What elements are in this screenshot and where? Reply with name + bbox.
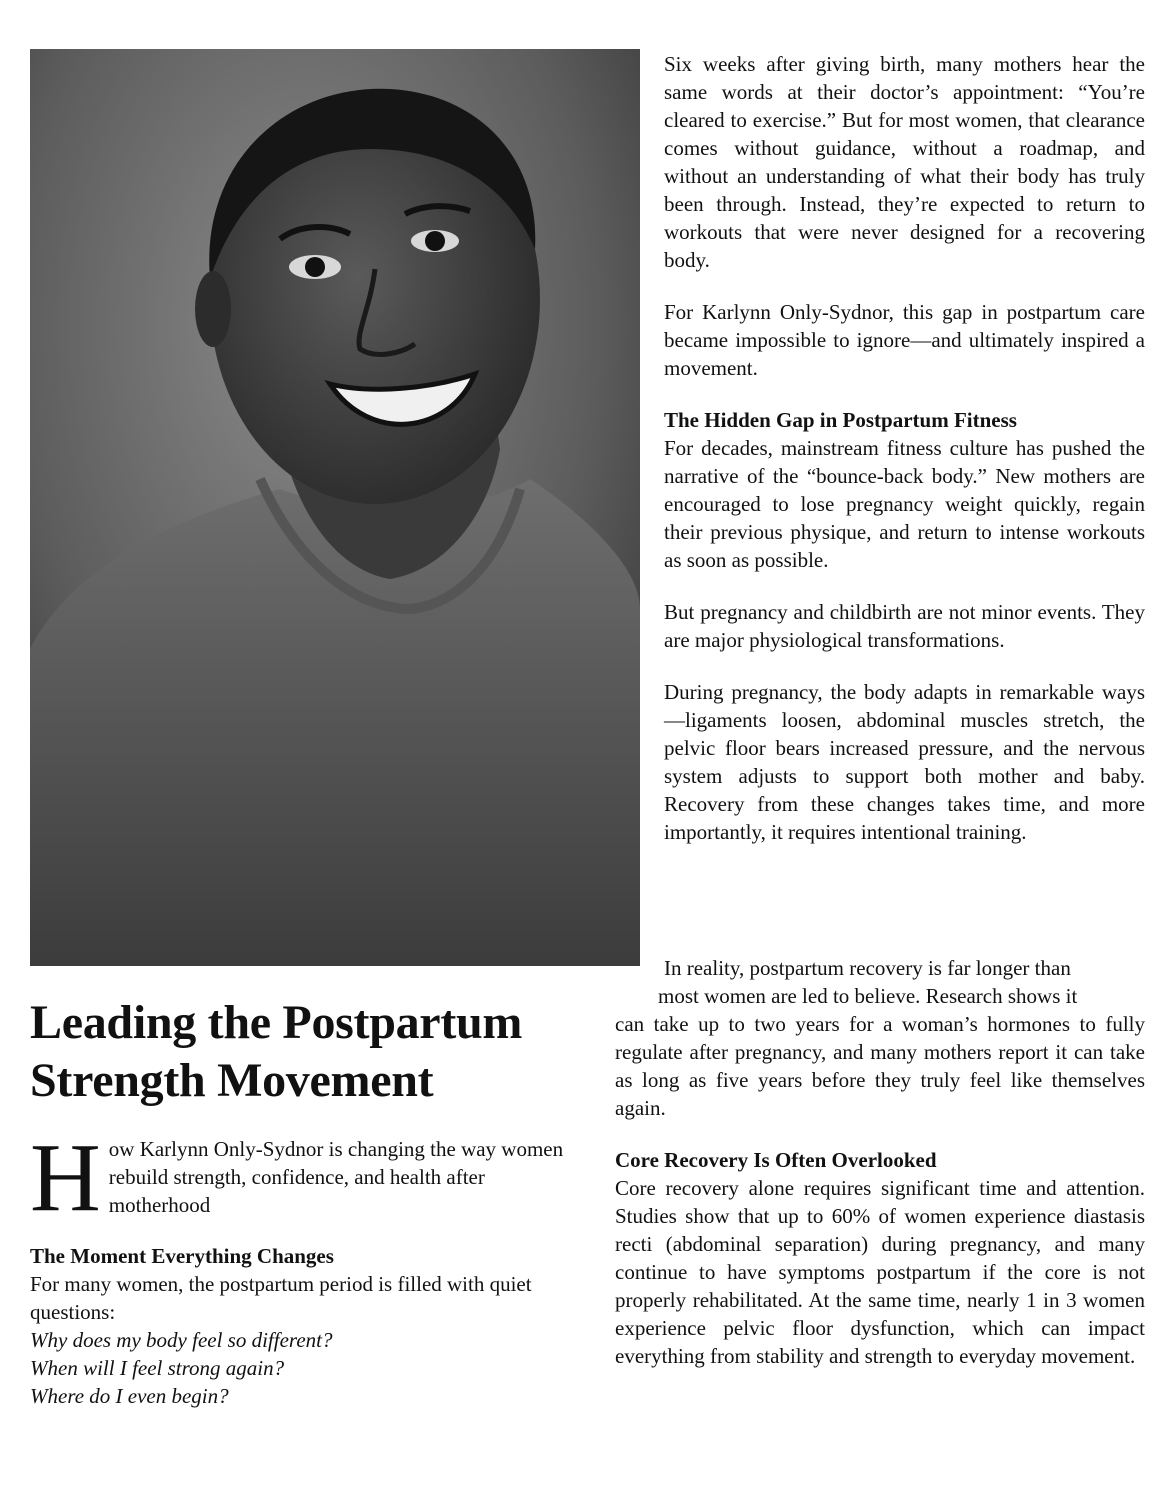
reality-paragraph [615,954,1145,1122]
bottom-right-column [615,954,1145,1394]
section-heading-moment: The Moment Everything Changes [30,1244,334,1268]
article-subtitle [30,1124,570,1232]
question-2: When will I feel strong again? [30,1356,285,1380]
section-heading-core-recovery: Core Recovery Is Often Overlooked [615,1148,937,1172]
portrait-photo [30,49,640,966]
questions-intro: For many women, the postpartum period is filled with quiet questions: [30,1272,532,1324]
core-recovery-paragraph: Core recovery alone requires significant time and attention. Studies show that up to 60% of women experience diastasis recti (abdominal separation) during pregnancy, and many continue to have symptoms postpartum if the core is not properly rehabilitated. At the same time, nearly 1 in 3 women experience pelvic floor dysfunction, which can impact everything from stability and strength to everyday movement. [615,1176,1145,1368]
reality-rest: can take up to two years for a woman’s hormones to fully regulate after pregnancy, and many mothers report it can take as long as five years before they truly feel like themselves again. [615,1012,1145,1120]
right-column [664,50,1145,870]
reality-line-1: In reality, postpartum recovery is far longer than [664,956,1071,980]
left-bottom-section [30,1242,570,1410]
subtitle-text: ow Karlynn Only-Sydnor is changing the way women rebuild strength, confidence, and health after motherhood [108,1137,564,1217]
questions-list [30,1326,570,1410]
question-1: Why does my body feel so different? [30,1328,333,1352]
section-heading-hidden-gap: The Hidden Gap in Postpartum Fitness [664,408,1017,432]
question-3: Where do I even begin? [30,1384,229,1408]
intro-paragraph: Six weeks after giving birth, many mothers hear the same words at their doctor’s appointment: “You’re cleared to exercise.” But for most women, that clearance comes without guidance, without a roadmap, and without an understanding of what their body has truly been through. Instead, they’re expected to return to workouts that were never designed for a recovering body. [664,52,1145,272]
pregnancy-adapts-paragraph: During pregnancy, the body adapts in remarkable ways—ligaments loosen, abdominal muscles stretch, the pelvic floor bears increased pressure, and the nervous system adjusts to support both mother and baby. Recovery from these changes takes time, and more importantly, it requires intentional training. [664,680,1145,844]
physiological-paragraph: But pregnancy and childbirth are not minor events. They are major physiological transformations. [664,600,1145,652]
bounce-back-paragraph: For decades, mainstream fitness culture has pushed the narrative of the “bounce-back body.” New mothers are encouraged to lose pregnancy weight quickly, regain their previous physique, and return to intense workouts as soon as possible. [664,436,1145,572]
drop-cap: H [30,1124,101,1232]
reality-line-2: most women are led to believe. Research shows it [658,984,1078,1008]
karlynn-paragraph: For Karlynn Only-Sydnor, this gap in postpartum care became impossible to ignore—and ultimately inspired a movement. [664,300,1145,380]
article-title: Leading the Postpartum Strength Movement [30,996,523,1107]
